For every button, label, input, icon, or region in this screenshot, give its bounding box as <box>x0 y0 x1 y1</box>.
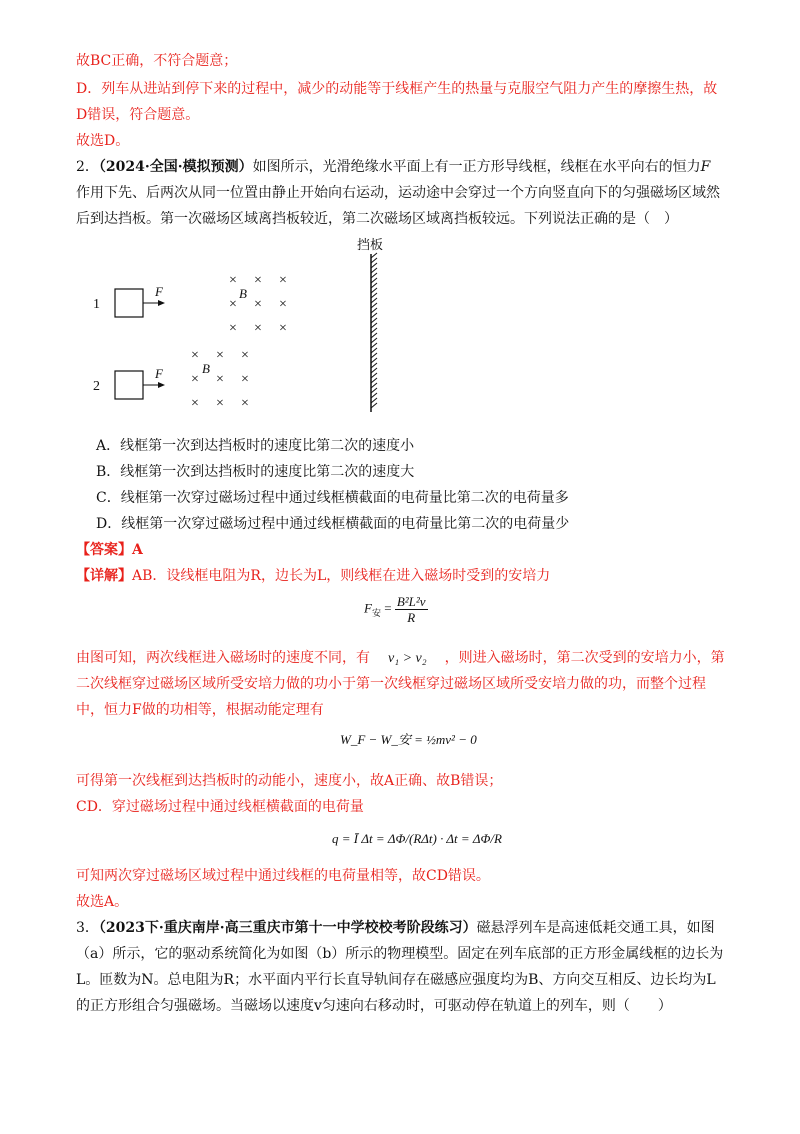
wall-hatch-line <box>371 338 377 343</box>
q3-stem-1: 磁悬浮列车是高速低耗交通工具，如图 <box>476 920 715 936</box>
field-cross: × <box>279 273 287 288</box>
field-cross: × <box>191 372 199 387</box>
detail-2-inequality: v₁ > v₂ <box>388 651 427 666</box>
q2-detail-4: 中，恒力F做的功相等，根据动能定理有 <box>76 702 324 718</box>
q3-stem-line-4: 的正方形组合匀强磁场。当磁场以速度v匀速向右移动时，可驱动停在轨道上的列车，则（ ） <box>76 998 672 1014</box>
prev-line-2b: D错误，符合题意。 <box>76 107 200 123</box>
prev-line-1: 故BC正确，不符合题意； <box>76 53 238 69</box>
wall-hatch-line <box>371 278 377 283</box>
field-cross: × <box>254 321 262 336</box>
wall-hatch-line <box>371 358 377 363</box>
q3-stem-line-1 <box>76 918 715 938</box>
wall-hatch-line <box>371 253 377 258</box>
field-cross: × <box>191 348 199 363</box>
field-cross: × <box>191 396 199 411</box>
eq1-fraction <box>395 594 428 625</box>
q3-stem-line-3: L。匝数为N。总电阻为R；水平面内平行长直导轨间存在磁感应强度均为B、方向交互相反、边长均为L <box>76 972 716 988</box>
q2-stem-line-3: 后到达挡板。第一次磁场区域离挡板较近，第二次磁场区域离挡板较远。下列说法正确的是（ ） <box>76 211 678 227</box>
wall-hatch-line <box>371 283 377 288</box>
q2-detail-6: CD．穿过磁场过程中通过线框横截面的电荷量 <box>76 799 364 815</box>
q2-option-c[interactable]: C．线框第一次穿过磁场过程中通过线框横截面的电荷量比第二次的电荷量多 <box>96 490 569 506</box>
field-region-2 <box>191 348 249 411</box>
q2-source: （2024·全国·模拟预测） <box>98 159 253 175</box>
q2-stem-1: 如图所示，光滑绝缘水平面上有一正方形导线框，线框在水平向右的恒力 <box>252 159 701 175</box>
wall-hatch-line <box>371 293 377 298</box>
detail-2a: 由图可知，两次线框进入磁场时的速度不同，有 <box>76 650 370 666</box>
q2-number: 2． <box>76 159 99 175</box>
wall-hatch-line <box>371 383 377 388</box>
detail-2b: ，则进入磁场时，第二次受到的安培力小，第 <box>444 650 725 666</box>
q2-detail-3: 二次线框穿过磁场区域所受安培力做的功小于第一次线框穿过磁场区域所受安培力做的功，而整个过程 <box>76 676 706 692</box>
q3-number: 3． <box>76 920 99 936</box>
force-arrowhead-2 <box>158 382 165 388</box>
field-cross: × <box>254 273 262 288</box>
force-label-2: F <box>155 366 163 381</box>
eq1-sub: 安 <box>371 608 381 619</box>
wall-hatch-line <box>371 308 377 313</box>
field-cross: × <box>241 348 249 363</box>
wall-hatch-line <box>371 328 377 333</box>
wall-hatch-line <box>371 373 377 378</box>
eq1-lhs: F <box>364 600 372 616</box>
wall-hatch-line <box>371 353 377 358</box>
wall-hatch-line <box>371 313 377 318</box>
wall-hatch-line <box>371 323 377 328</box>
prev-line-2a: D．列车从进站到停下来的过程中，减少的动能等于线框产生的热量与克服空气阻力产生的摩擦生热，故 <box>76 81 718 97</box>
force-arrowhead-1 <box>158 300 165 306</box>
prev-line-3: 故选D。 <box>76 133 130 149</box>
wall-hatch-line <box>371 318 377 323</box>
q2-figure <box>0 0 800 420</box>
eq1-equals: = <box>384 600 392 616</box>
wall-hatch-line <box>371 363 377 368</box>
field-cross: × <box>216 372 224 387</box>
wall-hatch-line <box>371 388 377 393</box>
q3-stem-line-2: （a）所示，它的驱动系统简化为如图（b）所示的物理模型。固定在列车底部的正方形金属线框的边长为 <box>76 946 724 962</box>
answer-tag: 【答案】 <box>76 542 132 558</box>
wall-hatch-line <box>371 378 377 383</box>
wall-hatch-line <box>371 398 377 403</box>
wall-hatch-line <box>371 263 377 268</box>
q2-option-d[interactable]: D．线框第一次穿过磁场过程中通过线框横截面的电荷量比第二次的电荷量少 <box>96 516 570 532</box>
detail-text-1: AB．设线框电阻为R，边长为L，则线框在进入磁场时受到的安培力 <box>132 568 551 584</box>
field-cross: × <box>216 348 224 363</box>
field-cross: × <box>216 396 224 411</box>
field-label-2: B <box>202 361 210 376</box>
q2-stem-line-2: 作用下先、后两次从同一位置由静止开始向右运动，运动途中会穿过一个方向竖直向下的匀强磁场区域然 <box>76 185 720 201</box>
field-region-1 <box>229 273 287 336</box>
q2-stem-var: F <box>700 159 711 175</box>
equation-1 <box>364 594 428 625</box>
wall-hatch-line <box>371 298 377 303</box>
wall-hatch-line <box>371 348 377 353</box>
row-1-label: 1 <box>93 297 100 312</box>
eq1-num: B²L²v <box>396 594 426 609</box>
equation-2: W_F − W_安 = ½mv² − 0 <box>340 732 477 747</box>
wall-hatch-line <box>371 288 377 293</box>
wall-hatch-line <box>371 268 377 273</box>
field-cross: × <box>241 396 249 411</box>
q2-detail-8: 故选A。 <box>76 894 129 910</box>
loop-1 <box>115 289 143 317</box>
row-2-label: 2 <box>93 379 100 394</box>
wall-hatch-line <box>371 393 377 398</box>
field-cross: × <box>229 321 237 336</box>
equation-3: q = Ī Δt = ΔΦ/(RΔt) · Δt = ΔΦ/R <box>332 831 502 846</box>
wall-hatch-line <box>371 343 377 348</box>
field-cross: × <box>241 372 249 387</box>
wall-hatching <box>371 253 377 408</box>
q2-option-a[interactable]: A．线框第一次到达挡板时的速度比第二次的速度小 <box>96 438 415 454</box>
answer-value: A <box>132 542 143 558</box>
field-label-1: B <box>239 286 247 301</box>
field-cross: × <box>229 273 237 288</box>
loop-2 <box>115 371 143 399</box>
q2-detail-1 <box>76 566 550 586</box>
q3-source: （2023下·重庆南岸·高三重庆市第十一中学校校考阶段练习） <box>98 920 477 936</box>
detail-tag: 【详解】 <box>76 568 132 584</box>
q2-detail-2 <box>76 648 725 669</box>
wall-hatch-line <box>371 303 377 308</box>
field-cross: × <box>279 321 287 336</box>
field-cross: × <box>229 297 237 312</box>
field-cross: × <box>254 297 262 312</box>
wall-hatch-line <box>371 273 377 278</box>
q2-detail-7: 可知两次穿过磁场区域过程中通过线框的电荷量相等，故CD错误。 <box>76 868 490 884</box>
wall-hatch-line <box>371 403 377 408</box>
force-label-1: F <box>155 284 163 299</box>
q2-detail-5: 可得第一次线框到达挡板时的动能小，速度小，故A正确、故B错误； <box>76 773 503 789</box>
wall-label: 挡板 <box>357 237 384 252</box>
wall-hatch-line <box>371 333 377 338</box>
q2-option-b[interactable]: B．线框第一次到达挡板时的速度比第二次的速度大 <box>96 464 415 480</box>
eq1-den: R <box>407 610 416 625</box>
field-cross: × <box>279 297 287 312</box>
q2-answer <box>76 540 143 560</box>
wall-hatch-line <box>371 368 377 373</box>
wall-hatch-line <box>371 258 377 263</box>
